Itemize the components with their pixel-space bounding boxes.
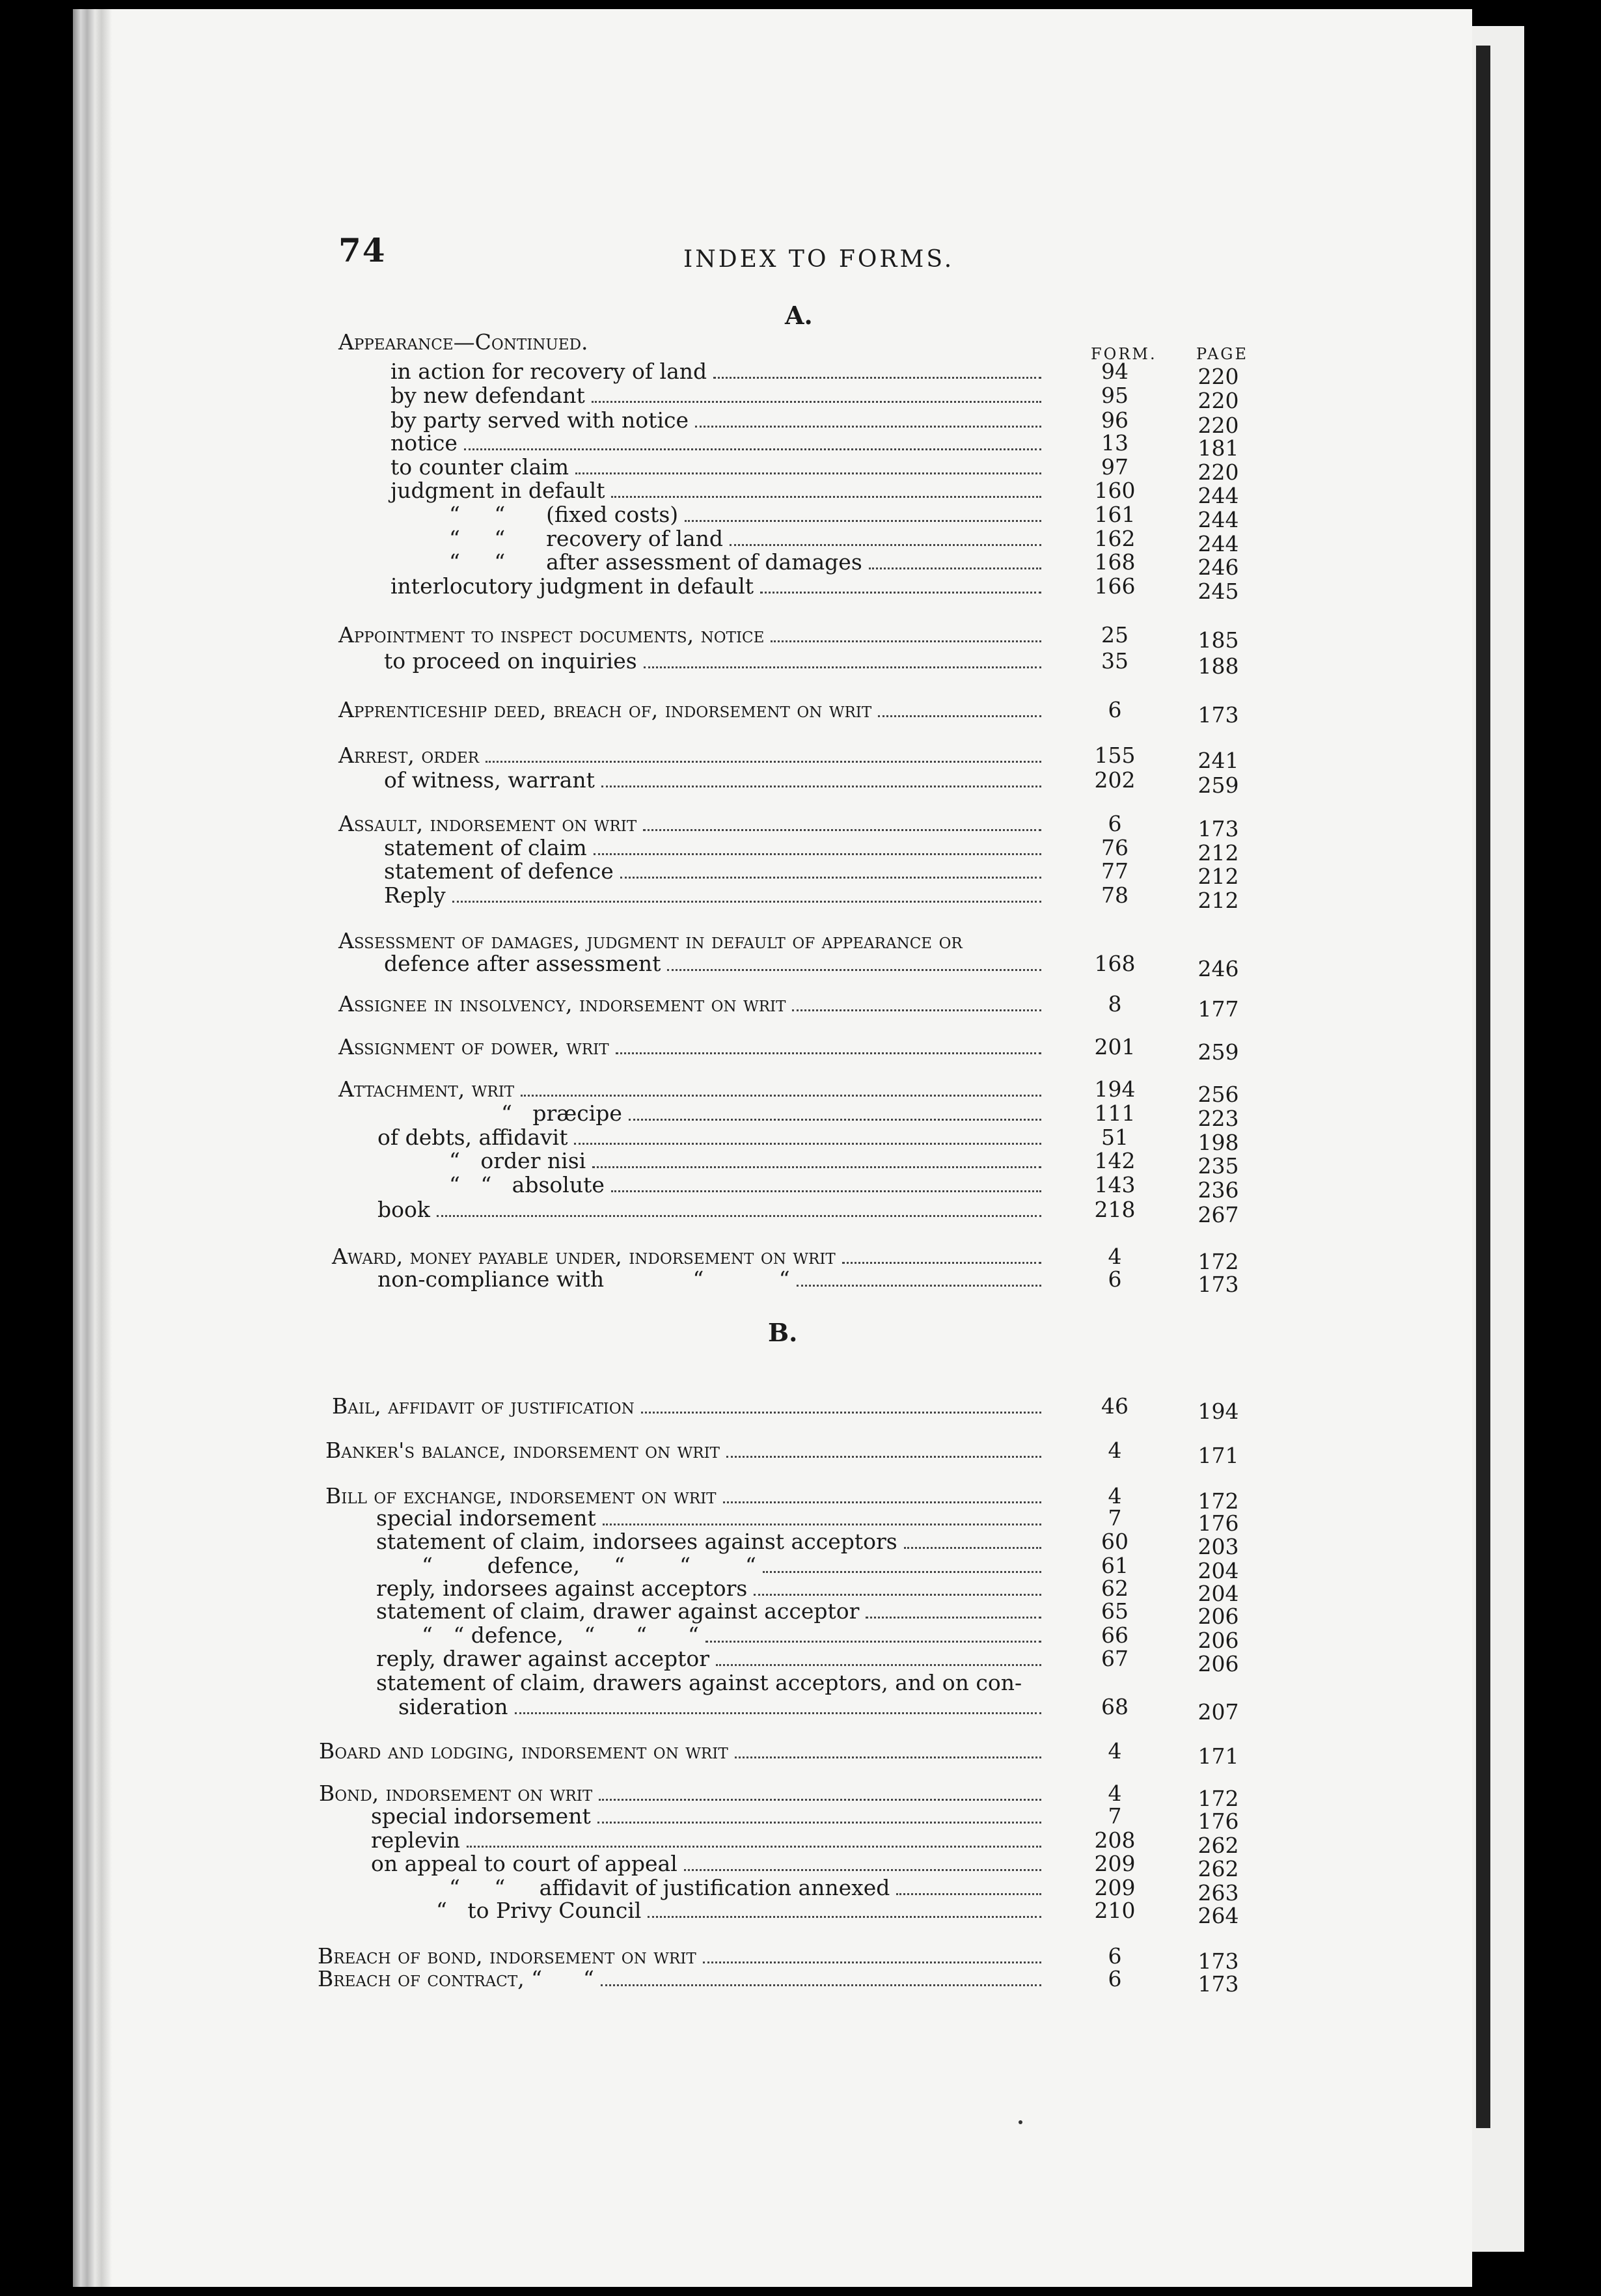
entry-text: of debts, affidavit: [377, 1125, 568, 1150]
index-entry: [376, 1528, 1048, 1554]
index-entry: [384, 882, 1048, 908]
page-number-ref: 259: [1197, 772, 1239, 798]
form-number: 94: [1101, 359, 1129, 384]
page-number-ref: 173: [1197, 702, 1239, 728]
form-number: 209: [1094, 1875, 1136, 1900]
entry-text: statement of defence: [384, 858, 614, 884]
form-number: 168: [1094, 549, 1136, 575]
entry-text: notice: [390, 430, 458, 456]
index-entry: [449, 1874, 1048, 1900]
page-number-ref: 181: [1197, 435, 1239, 461]
dot-leader: [599, 1794, 1041, 1801]
dot-leader: [705, 1635, 1041, 1643]
entry-text: in action for recovery of land: [390, 359, 707, 384]
form-number: 162: [1094, 526, 1136, 551]
form-number: 95: [1101, 383, 1129, 408]
entry-text: statement of claim, drawers against acceptors, and on con-: [376, 1670, 1022, 1695]
entry-text: interlocutory judgment in default: [390, 573, 754, 599]
index-entry: [318, 1965, 1048, 1991]
entry-text: non-compliance with “ “: [377, 1266, 790, 1292]
form-number: 7: [1108, 1505, 1122, 1531]
dot-leader: [592, 1161, 1041, 1168]
form-number: 8: [1108, 991, 1122, 1017]
form-number: 4: [1108, 1244, 1122, 1269]
form-number: 209: [1094, 1851, 1136, 1876]
page-number-ref: 267: [1197, 1202, 1239, 1227]
index-entry: [338, 696, 1048, 722]
dot-leader: [685, 515, 1041, 522]
dot-leader: [575, 467, 1041, 474]
dot-leader: [601, 780, 1041, 787]
index-entry: [384, 950, 1048, 976]
entry-text: by party served with notice: [390, 407, 689, 433]
entry-text: reply, indorsees against acceptors: [376, 1576, 748, 1601]
entry-text: by new defendant: [390, 383, 585, 408]
form-number: 67: [1101, 1646, 1129, 1671]
page-number-ref: 264: [1197, 1903, 1239, 1928]
column-head-form: FORM.: [1091, 345, 1157, 363]
form-number: 51: [1101, 1125, 1129, 1150]
page-number-ref: 262: [1197, 1833, 1239, 1858]
page-gutter-edge: [73, 9, 112, 2287]
form-number: 210: [1094, 1898, 1136, 1923]
entry-text: “ “ (fixed costs): [449, 502, 679, 527]
dot-leader: [842, 1257, 1041, 1264]
index-entry: [376, 1645, 1048, 1671]
entry-text: Attachment, writ: [338, 1076, 515, 1102]
page-number-ref: 198: [1197, 1130, 1239, 1155]
entry-text: “ “ absolute: [449, 1172, 605, 1197]
section-letter-b: B.: [768, 1318, 798, 1347]
index-entry: [338, 810, 1048, 836]
facing-page-shadow: [1476, 46, 1490, 2128]
dot-leader: [611, 491, 1041, 498]
index-entry: [390, 430, 1048, 456]
entry-text: Banker's balance, indorsement on writ: [325, 1438, 720, 1463]
index-entry: [449, 501, 1048, 527]
page-number-ref: 173: [1197, 816, 1239, 841]
index-entry: [377, 1124, 1048, 1150]
entry-text: “ to Privy Council: [436, 1898, 642, 1923]
entry-text: Arrest, order: [338, 743, 480, 768]
entry-text: Bond, indorsement on writ: [319, 1781, 593, 1806]
entry-text: Assignment of dower, writ: [338, 1034, 609, 1059]
page-number-ref: 176: [1197, 1809, 1239, 1834]
page-number-ref: 245: [1197, 579, 1239, 604]
index-entry: [384, 834, 1048, 860]
dot-leader: [515, 1707, 1041, 1714]
form-number: 61: [1101, 1553, 1129, 1578]
page-number-ref: 262: [1197, 1856, 1239, 1881]
dot-leader: [713, 372, 1041, 379]
index-entry: [371, 1850, 1048, 1876]
form-number: 66: [1101, 1622, 1129, 1648]
dot-leader: [735, 1751, 1041, 1758]
entry-text: Breach of bond, indorsement on writ: [318, 1943, 696, 1969]
index-entry: [318, 1943, 1048, 1969]
form-number: 65: [1101, 1598, 1129, 1624]
dot-leader: [597, 1816, 1041, 1824]
form-number: 201: [1094, 1034, 1136, 1059]
index-entry: [390, 573, 1048, 599]
index-entry: [338, 1076, 1048, 1102]
entry-text: statement of claim, drawer against acceptor: [376, 1598, 860, 1624]
entry-text: Assignee in insolvency, indorsement on writ: [338, 991, 786, 1017]
dot-leader: [763, 1566, 1041, 1573]
index-entry: [376, 1669, 1105, 1695]
form-number: 155: [1094, 743, 1136, 768]
dot-leader: [771, 635, 1041, 642]
entry-text: Assault, indorsement on writ: [338, 811, 637, 836]
page-number-ref: 203: [1197, 1534, 1239, 1559]
form-number: 4: [1108, 1781, 1122, 1806]
entry-text: statement of claim, indorsees against acceptors: [376, 1529, 897, 1554]
dot-leader: [620, 871, 1041, 879]
dot-leader: [797, 1279, 1041, 1287]
index-entry: [338, 927, 1067, 953]
dot-leader: [644, 661, 1041, 668]
form-number: 46: [1101, 1393, 1129, 1419]
form-number: 208: [1094, 1827, 1136, 1853]
entry-text: Assessment of damages, judgment in default of appearance or: [338, 928, 963, 953]
dot-leader: [695, 420, 1041, 428]
index-entry: [384, 767, 1048, 793]
form-number: 166: [1094, 573, 1136, 599]
page-number-ref: 220: [1197, 388, 1239, 413]
entry-text: sideration: [398, 1694, 508, 1719]
form-number: 60: [1101, 1529, 1129, 1554]
index-entry: [338, 622, 1048, 648]
form-number: 202: [1094, 767, 1136, 793]
page-number-ref: 212: [1197, 864, 1239, 889]
page-number-ref: 177: [1197, 996, 1239, 1022]
dot-leader: [869, 562, 1041, 569]
page-number-ref: 244: [1197, 531, 1239, 556]
dot-leader: [723, 1496, 1042, 1503]
index-entry: [338, 742, 1048, 768]
page-number-ref: 173: [1197, 1272, 1239, 1297]
dot-leader: [641, 1406, 1041, 1414]
running-head: INDEX TO FORMS.: [683, 246, 955, 273]
dot-leader: [904, 1542, 1041, 1549]
dot-leader: [601, 1979, 1041, 1986]
dot-leader: [643, 824, 1041, 831]
index-entry: [501, 1100, 1048, 1126]
dot-leader: [648, 1911, 1041, 1918]
entry-text: Breach of contract, “ “: [318, 1966, 594, 1991]
form-number: 6: [1108, 1966, 1122, 1991]
form-number: 96: [1101, 407, 1129, 433]
index-entry: [338, 991, 1048, 1017]
page-number-ref: 235: [1197, 1153, 1239, 1179]
entry-text: defence after assessment: [384, 951, 661, 976]
dot-leader: [467, 1840, 1041, 1848]
dot-leader: [896, 1888, 1041, 1895]
index-entry: [319, 1738, 1048, 1764]
form-number: 13: [1101, 430, 1129, 456]
form-number: 35: [1101, 648, 1129, 674]
form-number: 62: [1101, 1576, 1129, 1601]
entry-text: Apprenticeship deed, breach of, indorsement on writ: [338, 697, 872, 722]
form-number: 68: [1101, 1694, 1129, 1719]
page-number-ref: 263: [1197, 1880, 1239, 1906]
page-number-ref: 206: [1197, 1604, 1239, 1629]
entry-text: Appointment to inspect documents, notice: [338, 622, 765, 648]
dot-leader: [437, 1210, 1041, 1217]
entry-text: Bill of exchange, indorsement on writ: [325, 1483, 717, 1509]
index-entry: [390, 358, 1048, 384]
page-number-ref: 206: [1197, 1628, 1239, 1653]
page-number-ref: 176: [1197, 1510, 1239, 1536]
form-number: 78: [1101, 882, 1129, 908]
entry-text: “ “ defence, “ “ “: [422, 1622, 699, 1648]
entry-text: “ order nisi: [449, 1148, 586, 1173]
index-entry: [449, 525, 1048, 551]
entry-text: Reply: [384, 882, 446, 908]
page-number-ref: 212: [1197, 888, 1239, 913]
dot-leader: [592, 396, 1041, 403]
page-number-ref: 220: [1197, 459, 1239, 485]
entry-text: judgment in default: [390, 478, 605, 503]
page-number-ref: 244: [1197, 483, 1239, 508]
index-entry: [332, 1393, 1048, 1419]
page-number-ref: 173: [1197, 1971, 1239, 1997]
form-number: 76: [1101, 835, 1129, 860]
form-number: 97: [1101, 454, 1129, 480]
dot-leader: [452, 895, 1041, 903]
form-number: 218: [1094, 1197, 1136, 1222]
dot-leader: [726, 1451, 1041, 1458]
entry-text: special indorsement: [371, 1803, 591, 1829]
page-number-ref: 246: [1197, 956, 1239, 981]
form-number: 7: [1108, 1803, 1122, 1829]
dot-leader: [716, 1659, 1041, 1666]
entry-text: on appeal to court of appeal: [371, 1851, 677, 1876]
index-entry: [436, 1897, 1048, 1923]
page-number-ref: 185: [1197, 627, 1239, 653]
form-number: 6: [1108, 697, 1122, 722]
entry-text: statement of claim: [384, 835, 587, 860]
page-number-ref: 220: [1197, 413, 1239, 438]
index-entry: [371, 1827, 1048, 1853]
page-number-ref: 171: [1197, 1443, 1239, 1468]
page-number-ref: 220: [1197, 364, 1239, 389]
dot-leader: [730, 539, 1041, 546]
page-number-ref: 223: [1197, 1106, 1239, 1131]
index-entry: [398, 1693, 1048, 1719]
entry-text: Board and lodging, indorsement on writ: [319, 1738, 728, 1764]
entry-text: to proceed on inquiries: [384, 648, 637, 674]
dot-leader: [667, 964, 1041, 971]
page-number-ref: 241: [1197, 748, 1239, 773]
page-number-ref: 194: [1197, 1399, 1239, 1424]
dot-leader: [603, 1518, 1041, 1525]
dot-leader: [574, 1138, 1041, 1145]
dot-leader: [754, 1589, 1041, 1596]
page-number-ref: 172: [1197, 1488, 1239, 1514]
entry-text: “ “ affidavit of justification annexed: [449, 1875, 890, 1900]
entry-text: “ “ after assessment of damages: [449, 549, 862, 575]
form-number: 4: [1108, 1438, 1122, 1463]
index-entry: [384, 648, 1048, 674]
page-number-ref: 204: [1197, 1558, 1239, 1583]
entry-text: to counter claim: [390, 454, 569, 480]
index-entry: [325, 1437, 1048, 1463]
form-number: 160: [1094, 478, 1136, 503]
page-number-ref: 207: [1197, 1699, 1239, 1725]
page-number-ref: 259: [1197, 1039, 1239, 1065]
entry-text: special indorsement: [376, 1505, 596, 1531]
page-number-ref: 172: [1197, 1786, 1239, 1811]
page-number-ref: 188: [1197, 653, 1239, 679]
dot-leader: [684, 1864, 1041, 1871]
dot-leader: [878, 710, 1041, 717]
entry-text: Bail, affidavit of justification: [332, 1393, 635, 1419]
section-letter-a: A.: [785, 301, 813, 330]
page-number-ref: 171: [1197, 1743, 1239, 1769]
page-number-ref: 246: [1197, 554, 1239, 580]
dot-leader: [464, 443, 1041, 450]
form-number: 161: [1094, 502, 1136, 527]
index-entry: [319, 1780, 1048, 1806]
column-head-page: PAGE: [1196, 345, 1248, 363]
form-number: 142: [1094, 1148, 1136, 1173]
page-number-ref: 173: [1197, 1948, 1239, 1974]
index-entry: [376, 1575, 1048, 1601]
form-number: 4: [1108, 1738, 1122, 1764]
index-entry: [390, 454, 1048, 480]
index-entry: [338, 1033, 1048, 1059]
index-entry: [384, 858, 1048, 884]
entry-text: book: [377, 1197, 430, 1222]
index-entry: [422, 1622, 1048, 1648]
page-number-ref: 236: [1197, 1177, 1239, 1203]
form-number: 6: [1108, 811, 1122, 836]
page-number-ref: 256: [1197, 1082, 1239, 1107]
dot-leader: [703, 1956, 1041, 1963]
index-entry: [449, 1147, 1048, 1173]
page-number-ref: 172: [1197, 1249, 1239, 1274]
index-entry: [390, 382, 1048, 408]
entry-text: “ “ recovery of land: [449, 526, 724, 551]
form-number: 25: [1101, 622, 1129, 648]
page-number: 74: [338, 231, 387, 269]
index-entry: [338, 329, 1067, 355]
dot-leader: [792, 1004, 1041, 1011]
dot-leader: [486, 756, 1041, 763]
index-entry: [449, 549, 1048, 575]
dot-leader: [521, 1089, 1041, 1097]
entry-text: reply, drawer against acceptor: [376, 1646, 709, 1671]
dot-leader: [611, 1185, 1041, 1192]
form-number: 111: [1094, 1100, 1136, 1126]
dot-leader: [594, 848, 1041, 855]
index-entry: [376, 1598, 1048, 1624]
index-entry: [390, 477, 1048, 503]
page-number-ref: 244: [1197, 507, 1239, 532]
form-number: 194: [1094, 1076, 1136, 1102]
entry-text: “ præcipe: [501, 1100, 622, 1126]
index-entry: [449, 1171, 1048, 1197]
page-number-ref: 206: [1197, 1651, 1239, 1676]
index-entry: [376, 1505, 1048, 1531]
index-entry: [377, 1266, 1048, 1292]
entry-text: Appearance—Continued.: [338, 329, 588, 355]
index-entry: [390, 407, 1048, 433]
speck: [1019, 2120, 1022, 2124]
entry-text: of witness, warrant: [384, 767, 595, 793]
form-number: 6: [1108, 1266, 1122, 1292]
form-number: 4: [1108, 1483, 1122, 1509]
entry-text: Award, money payable under, indorsement on writ: [332, 1244, 836, 1269]
entry-text: “ defence, “ “ “: [422, 1553, 756, 1578]
index-entry: [371, 1803, 1048, 1829]
form-number: 77: [1101, 858, 1129, 884]
dot-leader: [629, 1114, 1041, 1121]
page-number-ref: 204: [1197, 1581, 1239, 1606]
form-number: 6: [1108, 1943, 1122, 1969]
index-entry: [332, 1243, 1048, 1269]
form-number: 168: [1094, 951, 1136, 976]
entry-text: replevin: [371, 1827, 460, 1853]
dot-leader: [866, 1611, 1041, 1619]
page-number-ref: 212: [1197, 840, 1239, 866]
index-entry: [377, 1196, 1048, 1222]
index-entry: [422, 1552, 1048, 1578]
dot-leader: [616, 1047, 1041, 1054]
form-number: 143: [1094, 1172, 1136, 1197]
dot-leader: [760, 586, 1041, 594]
